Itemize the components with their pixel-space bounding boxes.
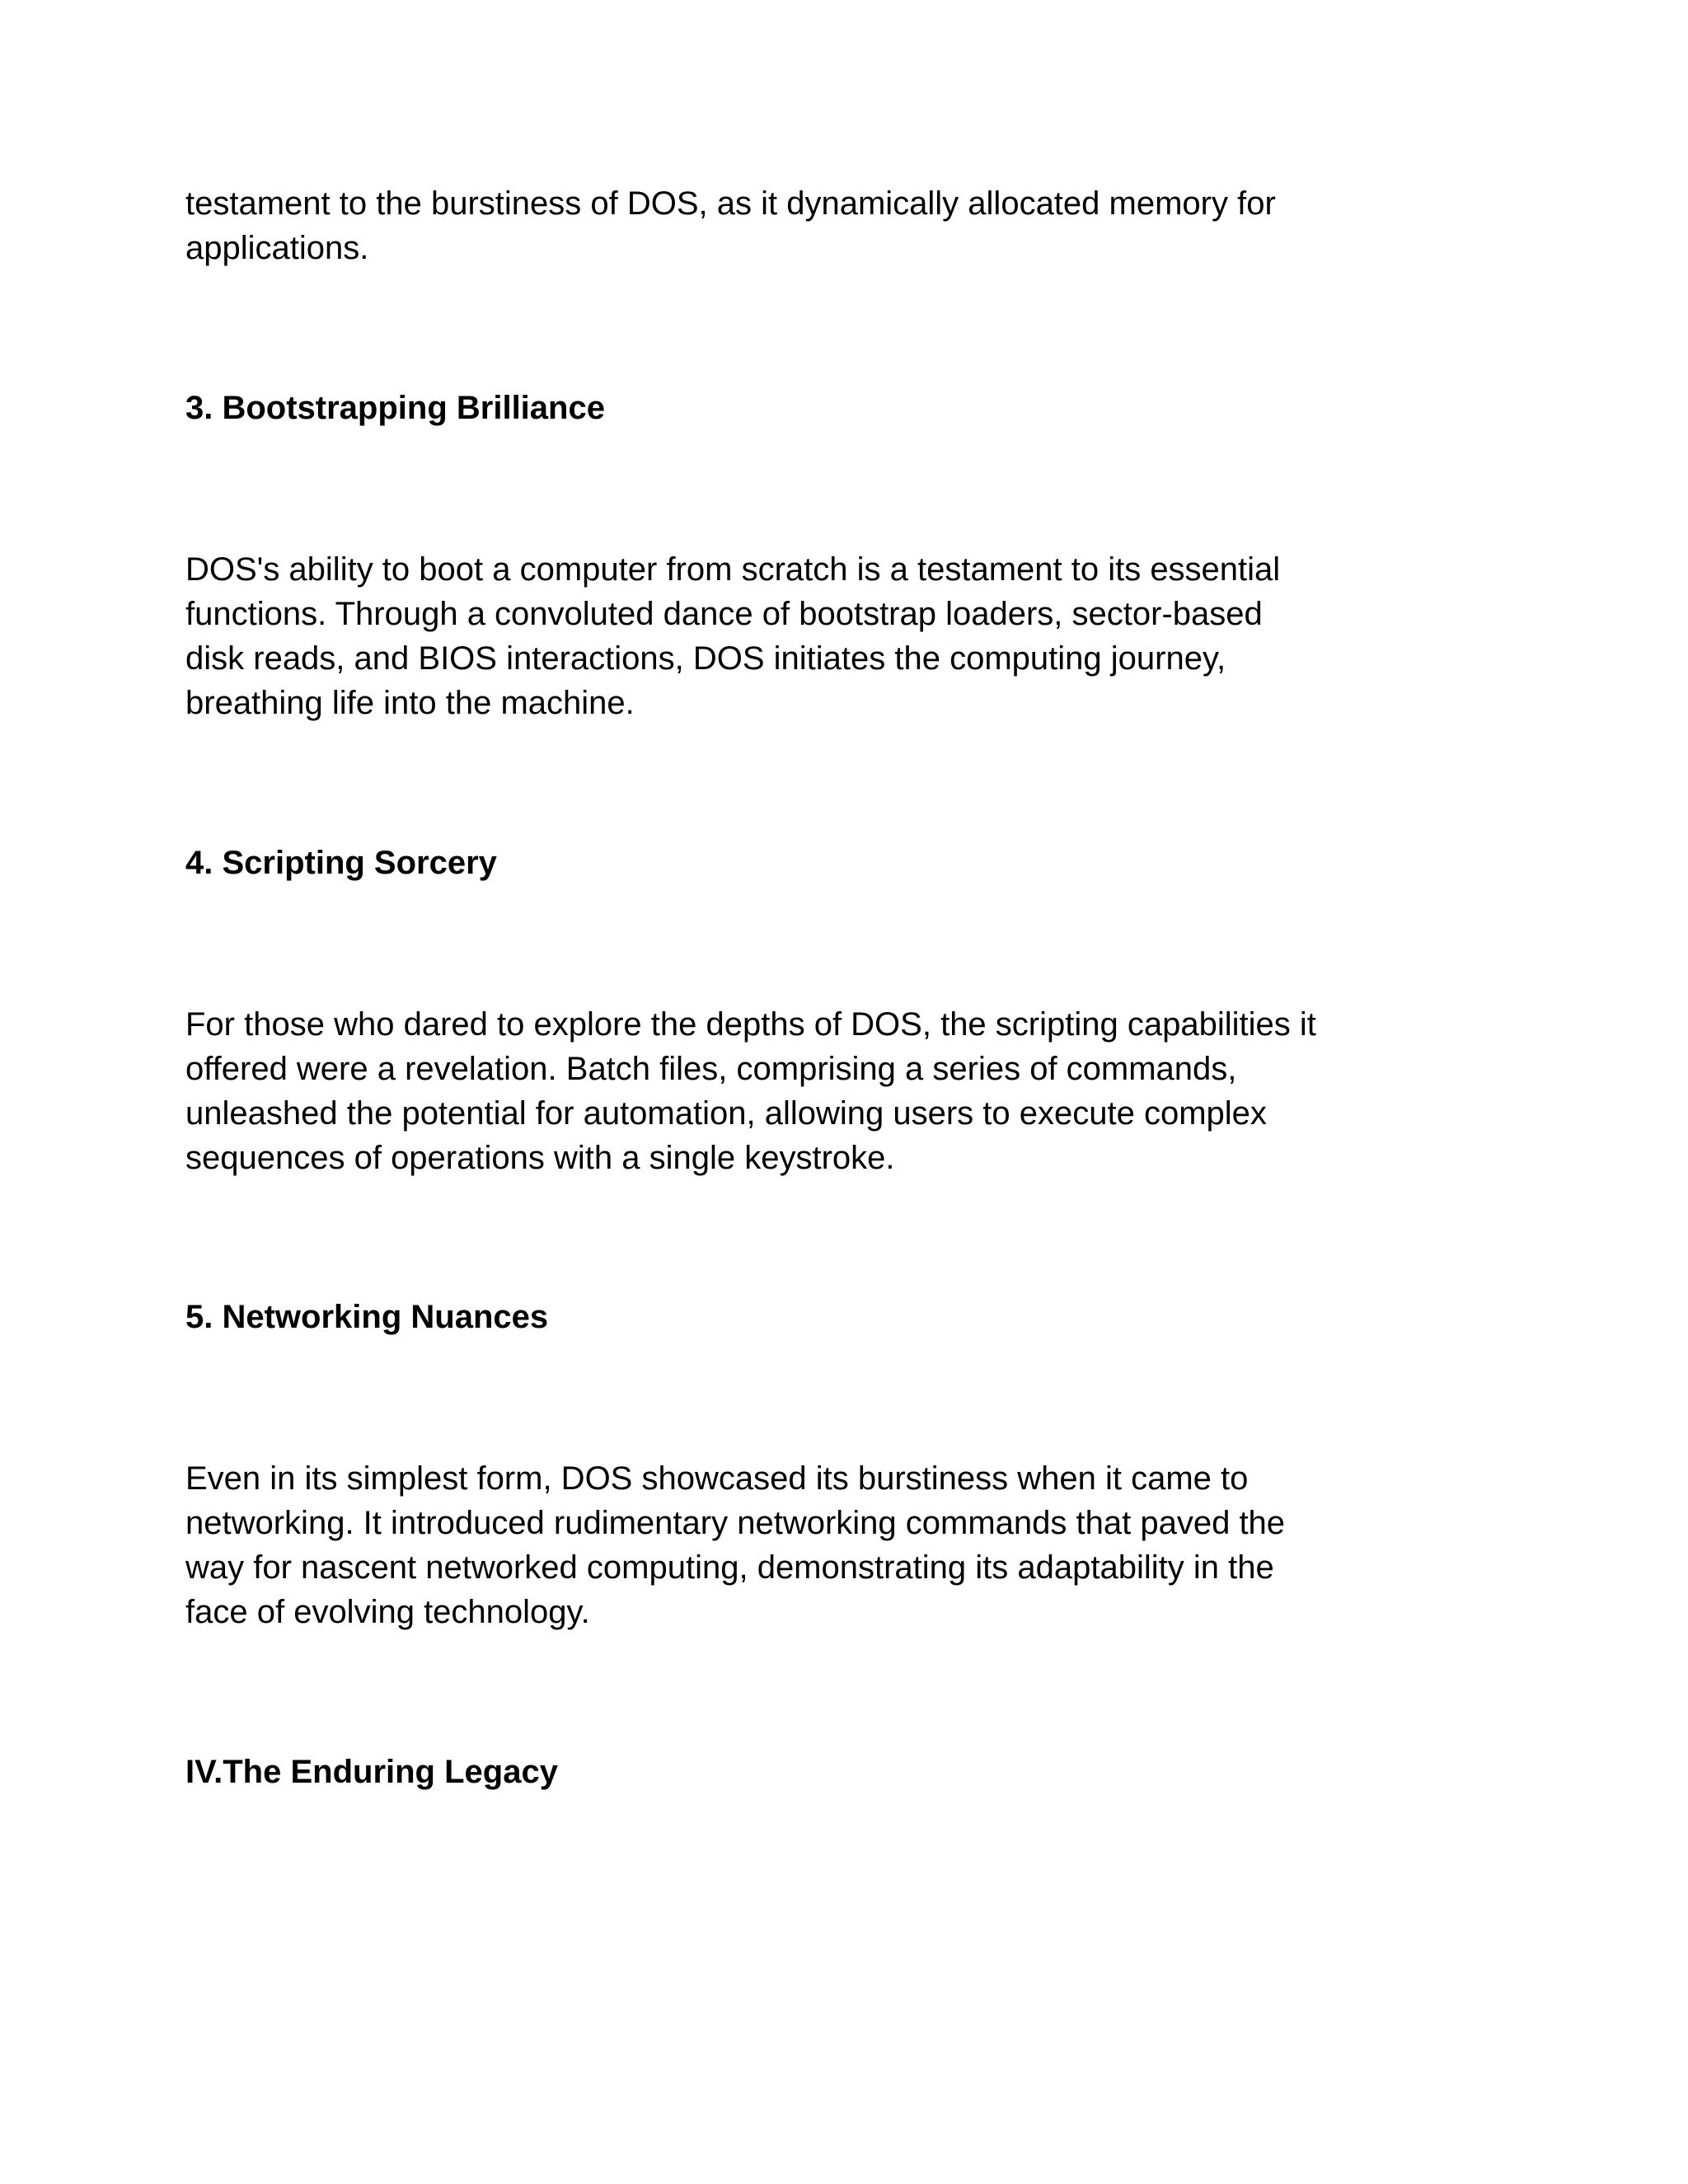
paragraph-memory-allocation <box>185 181 1356 270</box>
paragraph-scripting <box>185 1002 1356 1180</box>
paragraph-bootstrapping <box>185 547 1356 725</box>
paragraph-line: unleashed the potential for automation, allowing users to execute complex <box>185 1095 1267 1132</box>
section-heading-networking: 5. Networking Nuances <box>185 1299 549 1335</box>
paragraph-line: offered were a revelation. Batch files, comprising a series of commands, <box>185 1051 1237 1087</box>
paragraph-line: Even in its simplest form, DOS showcased its burstiness when it came to <box>185 1460 1249 1497</box>
paragraph-networking <box>185 1456 1356 1634</box>
paragraph-line: DOS's ability to boot a computer from scratch is a testament to its essential <box>185 551 1281 588</box>
section-heading-bootstrapping: 3. Bootstrapping Brilliance <box>185 390 605 426</box>
paragraph-line: sequences of operations with a single keystroke. <box>185 1140 895 1176</box>
paragraph-line: functions. Through a convoluted dance of bootstrap loaders, sector-based <box>185 596 1263 632</box>
paragraph-line: breathing life into the machine. <box>185 685 635 721</box>
paragraph-line: testament to the burstiness of DOS, as it dynamically allocated memory for <box>185 185 1276 222</box>
paragraph-line: face of evolving technology. <box>185 1594 590 1630</box>
section-heading-enduring-legacy: IV.The Enduring Legacy <box>185 1754 558 1790</box>
paragraph-line: applications. <box>185 230 369 266</box>
paragraph-line: networking. It introduced rudimentary networking commands that paved the <box>185 1505 1286 1541</box>
paragraph-line: For those who dared to explore the depths of DOS, the scripting capabilities it <box>185 1006 1316 1043</box>
section-heading-scripting: 4. Scripting Sorcery <box>185 845 497 881</box>
paragraph-line: way for nascent networked computing, demonstrating its adaptability in the <box>185 1549 1274 1586</box>
paragraph-line: disk reads, and BIOS interactions, DOS initiates the computing journey, <box>185 640 1226 677</box>
